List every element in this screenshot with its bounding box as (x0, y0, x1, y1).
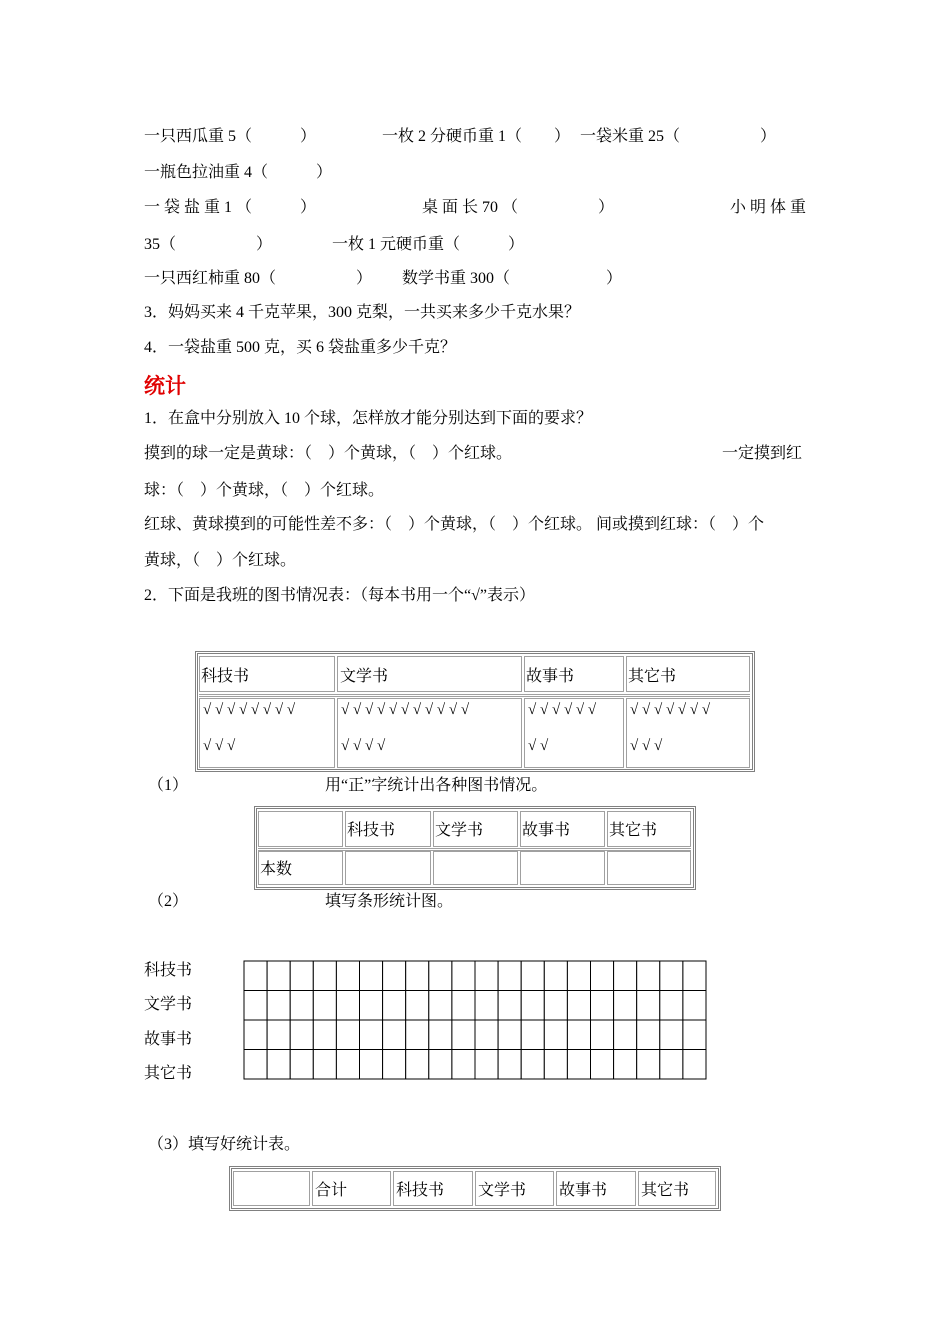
grid-cell[interactable] (614, 1020, 637, 1050)
grid-cell[interactable] (498, 1050, 521, 1080)
question-4: 4．一袋盐重 500 克，买 6 袋盐重多少千克？ (144, 339, 457, 356)
summary-header-other: 其它书 (641, 1182, 690, 1199)
bar-label-literature: 文学书 (144, 996, 193, 1013)
grid-cell[interactable] (313, 991, 336, 1021)
section-heading-statistics: 统计 (144, 374, 186, 398)
grid-cell[interactable] (336, 961, 359, 991)
part-3-instruction: （3）填写好统计表。 (148, 1136, 301, 1153)
grid-cell[interactable] (637, 991, 660, 1021)
books-header-literature: 文学书 (340, 668, 389, 685)
grid-cell[interactable] (591, 1020, 614, 1050)
part-1-instruction: 用“正”字统计出各种图书情况。 (325, 777, 548, 794)
grid-cell[interactable] (244, 1050, 267, 1080)
grid-cell[interactable] (544, 1050, 567, 1080)
grid-cell[interactable] (567, 991, 590, 1021)
grid-cell[interactable] (683, 991, 706, 1021)
bar-label-other: 其它书 (144, 1065, 193, 1082)
grid-cell[interactable] (244, 961, 267, 991)
books-table (195, 651, 755, 772)
books-marks-science-1: √ √ √ √ √ √ √ √ (203, 702, 296, 718)
grid-cell[interactable] (383, 1050, 406, 1080)
grid-cell[interactable] (429, 1020, 452, 1050)
grid-cell[interactable] (498, 961, 521, 991)
grid-cell[interactable] (475, 961, 498, 991)
grid-cell[interactable] (290, 1020, 313, 1050)
weight-salt: 一 袋 盐 重 1 （ ） (144, 199, 317, 216)
grid-cell[interactable] (244, 1020, 267, 1050)
grid-cell[interactable] (290, 991, 313, 1021)
grid-cell[interactable] (267, 1020, 290, 1050)
grid-cell[interactable] (267, 1050, 290, 1080)
grid-cell[interactable] (360, 1050, 383, 1080)
grid-cell[interactable] (452, 1050, 475, 1080)
tally-input-stories[interactable] (520, 851, 605, 885)
stats-question-1a: 摸到的球一定是黄球：（ ）个黄球，（ ）个红球。 (144, 445, 513, 462)
tally-header-stories: 故事书 (522, 822, 571, 839)
weight-coin-2fen: 一枚 2 分硬币重 1（ ） (382, 128, 571, 145)
tally-input-science[interactable] (345, 851, 431, 885)
books-marks-other-1: √ √ √ √ √ √ √ (630, 702, 711, 718)
grid-cell[interactable] (429, 961, 452, 991)
grid-cell[interactable] (313, 1020, 336, 1050)
grid-cell[interactable] (637, 1050, 660, 1080)
tally-header-literature: 文学书 (435, 822, 484, 839)
grid-cell[interactable] (313, 1050, 336, 1080)
weight-oil: 一瓶色拉油重 4（ ） (144, 164, 333, 181)
weight-rice: 一袋米重 25（ ） (580, 128, 777, 145)
grid-cell[interactable] (660, 1020, 683, 1050)
grid-cell[interactable] (614, 961, 637, 991)
grid-cell[interactable] (406, 1020, 429, 1050)
grid-cell[interactable] (406, 961, 429, 991)
bar-label-science: 科技书 (144, 962, 193, 979)
grid-cell[interactable] (452, 1020, 475, 1050)
grid-cell[interactable] (521, 1050, 544, 1080)
grid-cell[interactable] (290, 1050, 313, 1080)
grid-cell[interactable] (383, 1020, 406, 1050)
grid-cell[interactable] (567, 1050, 590, 1080)
summary-header-total: 合计 (315, 1182, 348, 1199)
tally-input-other[interactable] (607, 851, 691, 885)
books-marks-literature-2: √ √ √ √ (341, 738, 386, 754)
weight-watermelon: 一只西瓜重 5（ ） (144, 128, 317, 145)
grid-cell[interactable] (452, 991, 475, 1021)
grid-cell[interactable] (336, 1050, 359, 1080)
grid-cell[interactable] (544, 961, 567, 991)
grid-cell[interactable] (591, 961, 614, 991)
part-2-number: （2） (148, 893, 189, 910)
grid-cell[interactable] (521, 961, 544, 991)
stats-question-2: 2．下面是我班的图书情况表：（每本书用一个“√”表示） (144, 587, 535, 604)
grid-cell[interactable] (683, 1050, 706, 1080)
grid-cell[interactable] (475, 1020, 498, 1050)
grid-cell[interactable] (591, 991, 614, 1021)
grid-cell[interactable] (406, 991, 429, 1021)
grid-cell[interactable] (336, 991, 359, 1021)
grid-cell[interactable] (521, 1020, 544, 1050)
question-3: 3．妈妈买来 4 千克苹果，300 克梨，一共买来多少千克水果？ (144, 304, 581, 321)
bar-label-stories: 故事书 (144, 1031, 193, 1048)
grid-cell[interactable] (544, 991, 567, 1021)
grid-cell[interactable] (267, 991, 290, 1021)
grid-cell[interactable] (683, 1020, 706, 1050)
grid-cell[interactable] (360, 1020, 383, 1050)
grid-cell[interactable] (429, 991, 452, 1021)
grid-cell[interactable] (360, 991, 383, 1021)
grid-cell[interactable] (567, 961, 590, 991)
grid-cell[interactable] (544, 1020, 567, 1050)
grid-cell[interactable] (591, 1050, 614, 1080)
books-header-science: 科技书 (201, 668, 250, 685)
summary-header-science: 科技书 (396, 1182, 445, 1199)
tally-header-science: 科技书 (347, 822, 396, 839)
grid-cell[interactable] (660, 1050, 683, 1080)
books-marks-stories-2: √ √ (528, 738, 549, 754)
grid-cell[interactable] (498, 991, 521, 1021)
grid-cell[interactable] (429, 1050, 452, 1080)
grid-cell[interactable] (406, 1050, 429, 1080)
books-header-stories: 故事书 (526, 668, 575, 685)
stats-question-1: 1．在盒中分别放入 10 个球，怎样放才能分别达到下面的要求？ (144, 410, 593, 427)
part-2-instruction: 填写条形统计图。 (325, 893, 454, 910)
grid-cell[interactable] (336, 1020, 359, 1050)
grid-cell[interactable] (637, 961, 660, 991)
grid-cell[interactable] (244, 991, 267, 1021)
summary-table (229, 1166, 721, 1211)
bar-chart-grid[interactable] (243, 960, 708, 1081)
table-divider (199, 694, 750, 697)
grid-cell[interactable] (614, 991, 637, 1021)
grid-cell[interactable] (267, 961, 290, 991)
grid-cell[interactable] (660, 961, 683, 991)
grid-cell[interactable] (475, 1050, 498, 1080)
weight-coin-1yuan: 一枚 1 元硬币重（ ） (332, 236, 525, 253)
grid-cell[interactable] (637, 1020, 660, 1050)
grid-cell[interactable] (614, 1050, 637, 1080)
summary-header-stories: 故事书 (559, 1182, 608, 1199)
grid-cell[interactable] (290, 961, 313, 991)
stats-question-1c: 球：（ ）个黄球，（ ）个红球。 (144, 482, 385, 499)
grid-cell[interactable] (360, 961, 383, 991)
tally-table (254, 806, 696, 890)
grid-cell[interactable] (567, 1020, 590, 1050)
books-header-other: 其它书 (628, 668, 677, 685)
summary-header-literature: 文学书 (478, 1182, 527, 1199)
weight-xiaoming-value: 35（ ） (144, 236, 273, 253)
weight-tomato: 一只西红柿重 80（ ） (144, 270, 373, 287)
part-1-number: （1） (148, 777, 189, 794)
weight-xiaoming-label: 小 明 体 重 (730, 199, 807, 216)
tally-row-label: 本数 (260, 861, 293, 878)
grid-cell[interactable] (383, 961, 406, 991)
grid-cell[interactable] (498, 1020, 521, 1050)
tally-cell (258, 811, 343, 847)
summary-cell (233, 1171, 310, 1206)
books-marks-other-2: √ √ √ (630, 738, 663, 754)
length-desk: 桌 面 长 70 （ ） (422, 199, 615, 216)
grid-cell[interactable] (683, 961, 706, 991)
grid-cell[interactable] (521, 991, 544, 1021)
weight-math-book: 数学书重 300（ ） (402, 270, 623, 287)
grid-cell[interactable] (383, 991, 406, 1021)
tally-input-literature[interactable] (433, 851, 518, 885)
books-marks-literature-1: √ √ √ √ √ √ √ √ √ √ √ (341, 702, 470, 718)
grid-cell[interactable] (452, 961, 475, 991)
grid-cell[interactable] (313, 961, 336, 991)
stats-question-1d: 红球、黄球摸到的可能性差不多：（ ）个黄球，（ ）个红球。 间或摸到红球：（ ）个 (144, 516, 765, 533)
tally-header-other: 其它书 (609, 822, 658, 839)
stats-question-1e: 黄球，（ ）个红球。 (144, 552, 297, 569)
books-marks-stories-1: √ √ √ √ √ √ (528, 702, 597, 718)
grid-cell[interactable] (475, 991, 498, 1021)
books-marks-science-2: √ √ √ (203, 738, 236, 754)
stats-question-1b: 一定摸到红 (722, 445, 803, 462)
grid-cell[interactable] (660, 991, 683, 1021)
